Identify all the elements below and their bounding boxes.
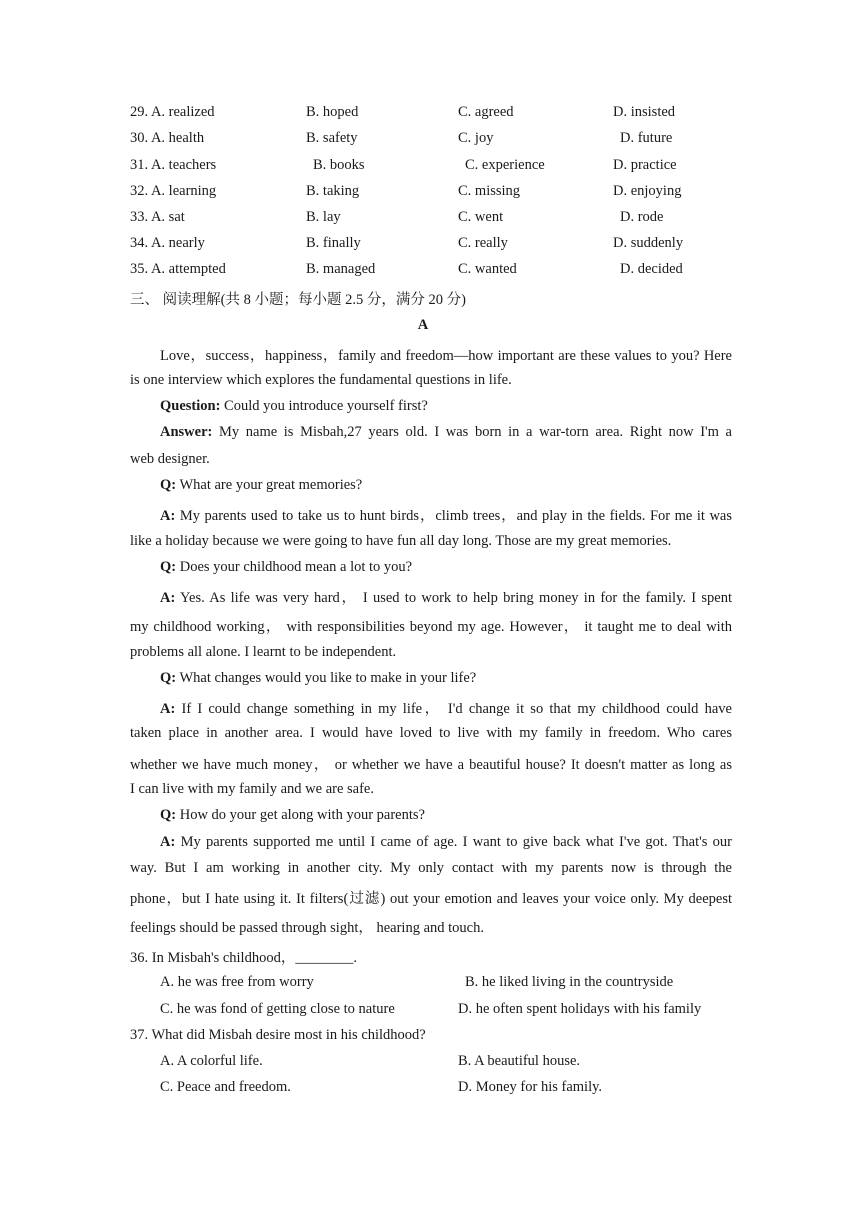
option-b: B. lay (306, 209, 341, 225)
interview-question (160, 559, 412, 576)
option-b: B. managed (306, 261, 376, 277)
section-heading: 三、 阅读理解(共 8 小题；每小题 2.5 分，满分 20 分) (130, 292, 466, 308)
question-label: Q: (160, 670, 177, 686)
intro-line: is one interview which explores the fundamental questions in life. (130, 372, 512, 388)
question-text: What changes would you like to make in your life? (176, 670, 477, 686)
answer-label: Answer: (160, 424, 213, 440)
option-b: B. books (313, 157, 365, 173)
passage-label: A (417, 317, 429, 333)
intro-line: Love，success，happiness，family and freedom—how important are these values to you? Here (160, 348, 732, 364)
interview-answer (160, 697, 732, 718)
answer-text: I can live with my family and we are safe. (130, 781, 374, 797)
interview-answer (160, 834, 732, 851)
option-row (0, 130, 860, 150)
option-c: C. wanted (458, 261, 517, 277)
question-text: Could you introduce yourself first? (220, 398, 428, 414)
interview-question (160, 807, 425, 824)
option-row (0, 261, 860, 281)
option-c: C. missing (458, 183, 521, 199)
choice-d: D. Money for his family. (458, 1079, 603, 1095)
answer-text: My name is Misbah,27 years old. I was born in a war-torn area. Right now I'm a (212, 424, 732, 440)
option-d: D. rode (620, 209, 664, 225)
question-stem: 36. In Misbah's childhood，________. (130, 950, 357, 966)
option-c: C. experience (465, 157, 545, 173)
choice-a: A. A colorful life. (160, 1053, 263, 1069)
choice-b: B. A beautiful house. (458, 1053, 581, 1069)
answer-text: like a holiday because we were going to have fun all day long. Those are my great memories. (130, 533, 672, 549)
question-label: Question: (160, 398, 221, 414)
option-a: 30. A. health (130, 130, 205, 146)
answer-label: A: (160, 701, 176, 717)
answer-text: feelings should be passed through sight， hearing and touch. (130, 920, 484, 936)
interview-question (160, 670, 476, 687)
answer-text: web designer. (130, 451, 210, 467)
option-b: B. safety (306, 130, 358, 146)
option-a: 35. A. attempted (130, 261, 226, 277)
answer-text: way. But I am working in another city. My only contact with my parents now is through the (130, 860, 732, 876)
question-label: Q: (160, 559, 177, 575)
choice-b: B. he liked living in the countryside (465, 974, 674, 990)
option-a: 34. A. nearly (130, 235, 205, 251)
answer-label: A: (160, 508, 176, 524)
option-b: B. hoped (306, 104, 359, 120)
option-b: B. finally (306, 235, 361, 251)
option-b: B. taking (306, 183, 360, 199)
choice-d: D. he often spent holidays with his family (458, 1001, 702, 1017)
question-text: What are your great memories? (176, 477, 363, 493)
question-text: Does your childhood mean a lot to you? (176, 559, 413, 575)
answer-text: phone，but I hate using it. It filters(过滤) out your emotion and leaves your voice only. My deepest (130, 891, 732, 907)
choice-c: C. Peace and freedom. (160, 1079, 291, 1095)
question-label: Q: (160, 807, 177, 823)
option-row (0, 183, 860, 203)
choice-a: A. he was free from worry (160, 974, 314, 990)
answer-label: A: (160, 590, 176, 606)
answer-text: problems all alone. I learnt to be independent. (130, 644, 397, 660)
option-a: 31. A. teachers (130, 157, 217, 173)
answer-text: My parents supported me until I came of age. I want to give back what I've got. That's our (175, 834, 732, 850)
option-c: C. went (458, 209, 504, 225)
answer-text: Yes. As life was very hard， I used to work to help bring money in for the family. I spent (175, 590, 732, 606)
interview-answer (160, 586, 732, 607)
option-c: C. joy (458, 130, 494, 146)
choice-c: C. he was fond of getting close to nature (160, 1001, 395, 1017)
interview-question (160, 398, 428, 415)
option-c: C. really (458, 235, 508, 251)
option-row (0, 209, 860, 229)
option-d: D. practice (613, 157, 677, 173)
answer-label: A: (160, 834, 176, 850)
answer-text: whether we have much money， or whether we have a beautiful house? It doesn't matter as long as (130, 757, 732, 773)
option-c: C. agreed (458, 104, 514, 120)
option-d: D. decided (620, 261, 683, 277)
answer-text: If I could change something in my life， I'd change it so that my childhood could have (175, 701, 732, 717)
option-d: D. future (620, 130, 673, 146)
option-row (0, 235, 860, 255)
interview-question (160, 477, 362, 494)
question-text: How do your get along with your parents? (176, 807, 425, 823)
question-label: Q: (160, 477, 177, 493)
answer-text: My parents used to take us to hunt birds，climb trees，and play in the fields. For me it was (175, 508, 732, 524)
option-row (0, 104, 860, 124)
option-d: D. insisted (613, 104, 676, 120)
interview-answer (160, 424, 732, 441)
question-stem: 37. What did Misbah desire most in his childhood? (130, 1027, 426, 1043)
interview-answer (160, 504, 732, 525)
option-row (0, 157, 860, 177)
option-a: 32. A. learning (130, 183, 217, 199)
option-d: D. enjoying (613, 183, 682, 199)
option-d: D. suddenly (613, 235, 684, 251)
option-a: 33. A. sat (130, 209, 185, 225)
answer-text: taken place in another area. I would have loved to live with my family in freedom. Who cares (130, 725, 732, 741)
option-a: 29. A. realized (130, 104, 215, 120)
answer-text: my childhood working， with responsibilities beyond my age. However， it taught me to deal with (130, 619, 732, 635)
